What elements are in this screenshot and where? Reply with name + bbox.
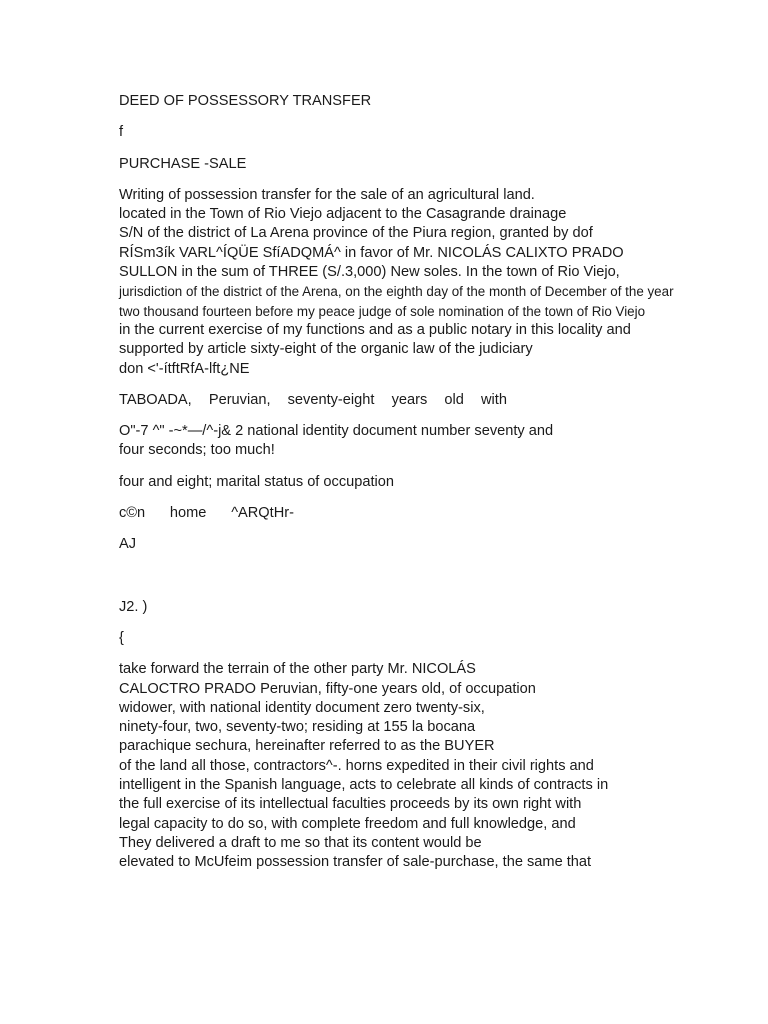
intro-line: supported by article sixty-eight of the organic law of the judiciary <box>119 341 533 358</box>
word: old <box>444 391 464 408</box>
buyer-paragraph <box>119 660 719 872</box>
word: c©n <box>119 505 146 522</box>
word: ^ARQtHr- <box>231 505 294 522</box>
home-line <box>119 504 294 523</box>
word: years <box>391 391 428 408</box>
stray-aj: AJ <box>119 536 137 553</box>
document-title: DEED OF POSSESSORY TRANSFER <box>119 93 372 109</box>
buyer-line: of the land all those, contractors^-. horns expedited in their civil rights and <box>119 757 594 774</box>
buyer-line: legal capacity to do so, with complete freedom and full knowledge, and <box>119 815 576 832</box>
buyer-line: parachique sechura, hereinafter referred to as the BUYER <box>119 738 495 755</box>
stray-brace: { <box>119 629 124 646</box>
buyer-line: the full exercise of its intellectual faculties proceeds by its own right with <box>119 796 582 813</box>
stray-mark: f <box>119 124 124 141</box>
buyer-line: elevated to McUfeim possession transfer of sale-purchase, the same that <box>119 854 592 871</box>
taboada-line <box>119 391 507 410</box>
word: TABOADA, <box>119 391 192 408</box>
document-subtitle: PURCHASE -SALE <box>119 155 247 172</box>
buyer-line: ninety-four, two, seventy-two; residing at 155 la bocana <box>119 719 476 736</box>
intro-line: in the current exercise of my functions and as a public notary in this locality and <box>119 321 631 338</box>
intro-line: located in the Town of Rio Viejo adjacent to the Casagrande drainage <box>119 206 567 223</box>
buyer-line: widower, with national identity document zero twenty-six, <box>119 699 485 716</box>
word: seventy-eight <box>287 391 375 408</box>
intro-line: RÍSm3ík VARL^ÍQÜE SfíADQMÁ^ in favor of Mr. NICOLÁS CALIXTO PRADO <box>119 244 624 261</box>
intro-line: jurisdiction of the district of the Arena, on the eighth day of the month of December of the year <box>119 284 674 300</box>
word: Peruvian, <box>208 391 271 408</box>
intro-line: two thousand fourteen before my peace judge of sole nomination of the town of Rio Viejo <box>119 303 646 319</box>
buyer-line: take forward the terrain of the other party Mr. NICOLÁS <box>119 661 476 678</box>
buyer-line: They delivered a draft to me so that its content would be <box>119 834 482 851</box>
id-paragraph <box>119 422 719 461</box>
id-line: O"-7 ^" -~*—/^-j& 2 national identity document number seventy and <box>119 423 554 440</box>
document-page <box>119 92 719 873</box>
id-line: four seconds; too much! <box>119 442 275 459</box>
buyer-line: CALOCTRO PRADO Peruvian, fifty-one years old, of occupation <box>119 680 536 697</box>
intro-line: Writing of possession transfer for the sale of an agricultural land. <box>119 186 535 203</box>
stray-j2: J2. ) <box>119 598 148 615</box>
intro-line: S/N of the district of La Arena province of the Piura region, granted by dof <box>119 225 593 242</box>
intro-paragraph <box>119 186 719 379</box>
marital-line: four and eight; marital status of occupation <box>119 473 395 490</box>
buyer-line: intelligent in the Spanish language, acts to celebrate all kinds of contracts in <box>119 777 609 794</box>
intro-line: don <'-ítftRfA-lft¿NE <box>119 360 250 377</box>
word: home <box>169 505 207 522</box>
intro-line: SULLON in the sum of THREE (S/.3,000) New soles. In the town of Rio Viejo, <box>119 264 620 281</box>
word: with <box>480 391 507 408</box>
